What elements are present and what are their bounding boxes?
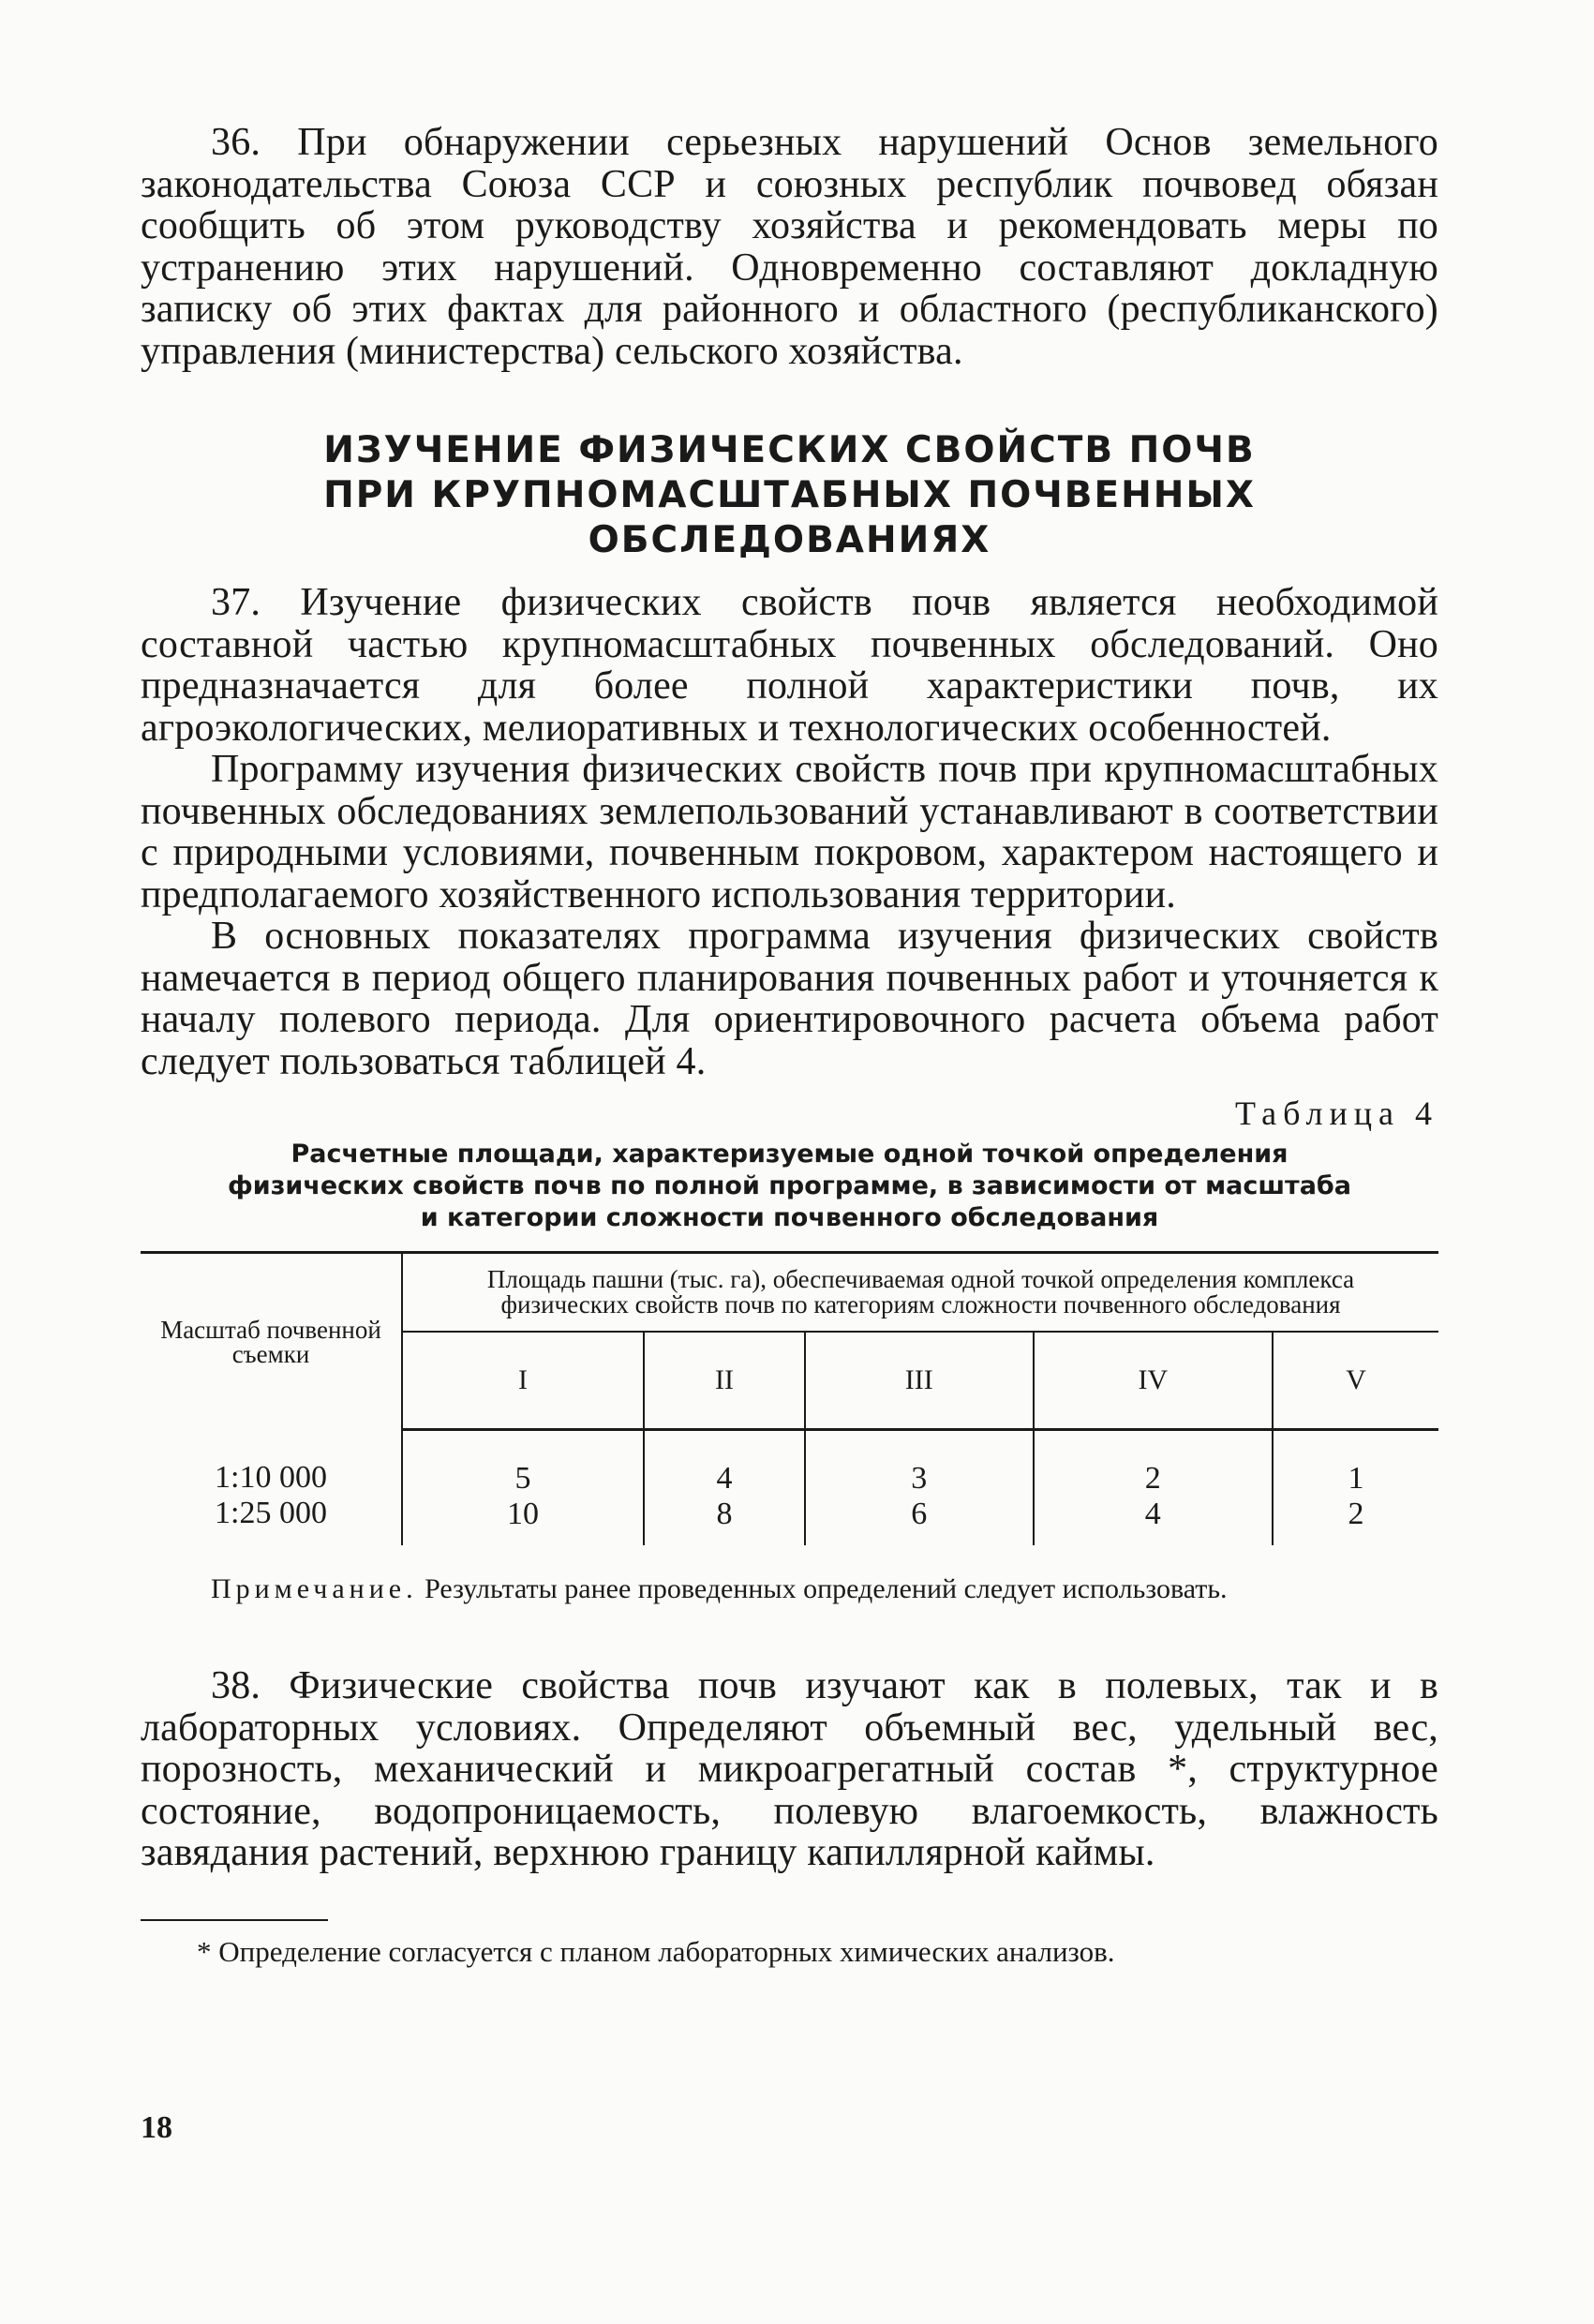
value-cell xyxy=(805,1430,1034,1546)
paragraph-program: Программу изучения физических свойств почв при крупномасштабных почвенных обследованиях землепользований устанавливают в соответствии с природными условиями, почвенным покровом, характером настоящего и предполагаемого хозяйственного использования территории. xyxy=(141,748,1438,916)
table-note xyxy=(141,1572,1438,1607)
cell-value: 10 xyxy=(507,1497,540,1531)
value-cell xyxy=(402,1430,644,1546)
category-header: II xyxy=(644,1332,805,1430)
table-label: Таблица 4 xyxy=(1235,1095,1438,1132)
note-label: Примечание. xyxy=(211,1573,418,1604)
heading-line-3: ОБСЛЕДОВАНИЯХ xyxy=(588,519,991,561)
cell-value: 4 xyxy=(1144,1497,1161,1531)
column-header-area: Площадь пашни (тыс. га), обеспечиваемая одной точкой определения комплекса физических свойств почв по категориям сложности почвенного обследования xyxy=(402,1253,1438,1333)
cell-value: 8 xyxy=(716,1497,733,1531)
table-caption-line-1: Расчетные площади, характеризуемые одной точкой определения xyxy=(290,1140,1289,1169)
category-header: V xyxy=(1273,1332,1438,1430)
paragraph-36: 36. При обнаружении серьезных нарушений Основ земельного законодательства Союза ССР и союзных республик почвовед обязан сообщить об этом руководству хозяйства и рекомендовать меры по устранению этих нарушений. Одновременно составляют докладную записку об этих фактах для районного и областного (республиканского) управления (министерства) сельского хозяйства. xyxy=(141,121,1438,373)
section-heading xyxy=(141,428,1438,563)
table-caption-line-3: и категории сложности почвенного обследования xyxy=(420,1203,1159,1232)
data-table xyxy=(141,1251,1438,1545)
category-header: III xyxy=(805,1332,1034,1430)
cell-value: 5 xyxy=(514,1461,531,1496)
cell-value: 1 xyxy=(1348,1461,1364,1496)
page-content xyxy=(141,122,1438,1970)
page-number: 18 xyxy=(141,2110,172,2145)
value-cell xyxy=(644,1430,805,1546)
scale-value: 1:25 000 xyxy=(215,1496,327,1531)
value-cell xyxy=(1273,1430,1438,1546)
paragraph-38: 38. Физические свойства почв изучают как в полевых, так и в лабораторных условиях. Определяют объемный вес, удельный вес, порозность, механический и микроагрегатный состав *, структурное состояние, водопроницаемость, полевую влагоемкость, влажность завядания растений, верхнюю границу капиллярной каймы. xyxy=(141,1664,1438,1874)
paragraph-37: 37. Изучение физических свойств почв является необходимой составной частью крупномасштабных почвенных обследований. Оно предназначается для более полной характеристики почв, их агроэкологических, мелиоративных и технологических особенностей. xyxy=(141,581,1438,750)
table-caption-line-2: физических свойств почв по полной программе, в зависимости от масштаба xyxy=(228,1171,1351,1200)
paragraph-indicators: В основных показателях программа изучения физических свойств намечается в период общего планирования почвенных работ и уточняется к началу полевого периода. Для ориентировочного расчета объема работ следует пользоваться таблицей 4. xyxy=(141,915,1438,1083)
cell-value: 2 xyxy=(1144,1461,1161,1496)
table-caption xyxy=(141,1139,1438,1234)
column-header-scale: Масштаб почвенной съемки xyxy=(141,1253,402,1430)
scale-cell xyxy=(141,1430,402,1546)
category-header: IV xyxy=(1034,1332,1274,1430)
scale-value: 1:10 000 xyxy=(215,1460,327,1496)
cell-value: 6 xyxy=(911,1497,928,1531)
category-header: I xyxy=(402,1332,644,1430)
footnote: * Определение согласуется с планом лабораторных химических анализов. xyxy=(197,1934,1115,1968)
cell-value: 2 xyxy=(1348,1497,1364,1531)
value-cell xyxy=(1034,1430,1274,1546)
heading-line-2: ПРИ КРУПНОМАСШТАБНЫХ ПОЧВЕННЫХ xyxy=(323,474,1256,516)
table-row xyxy=(141,1430,1438,1546)
heading-line-1: ИЗУЧЕНИЕ ФИЗИЧЕСКИХ СВОЙСТВ ПОЧВ xyxy=(323,429,1256,471)
note-text: Результаты ранее проведенных определений следует использовать. xyxy=(417,1573,1228,1604)
footnote-divider xyxy=(141,1919,328,1921)
cell-value: 4 xyxy=(716,1461,733,1496)
cell-value: 3 xyxy=(911,1461,928,1496)
